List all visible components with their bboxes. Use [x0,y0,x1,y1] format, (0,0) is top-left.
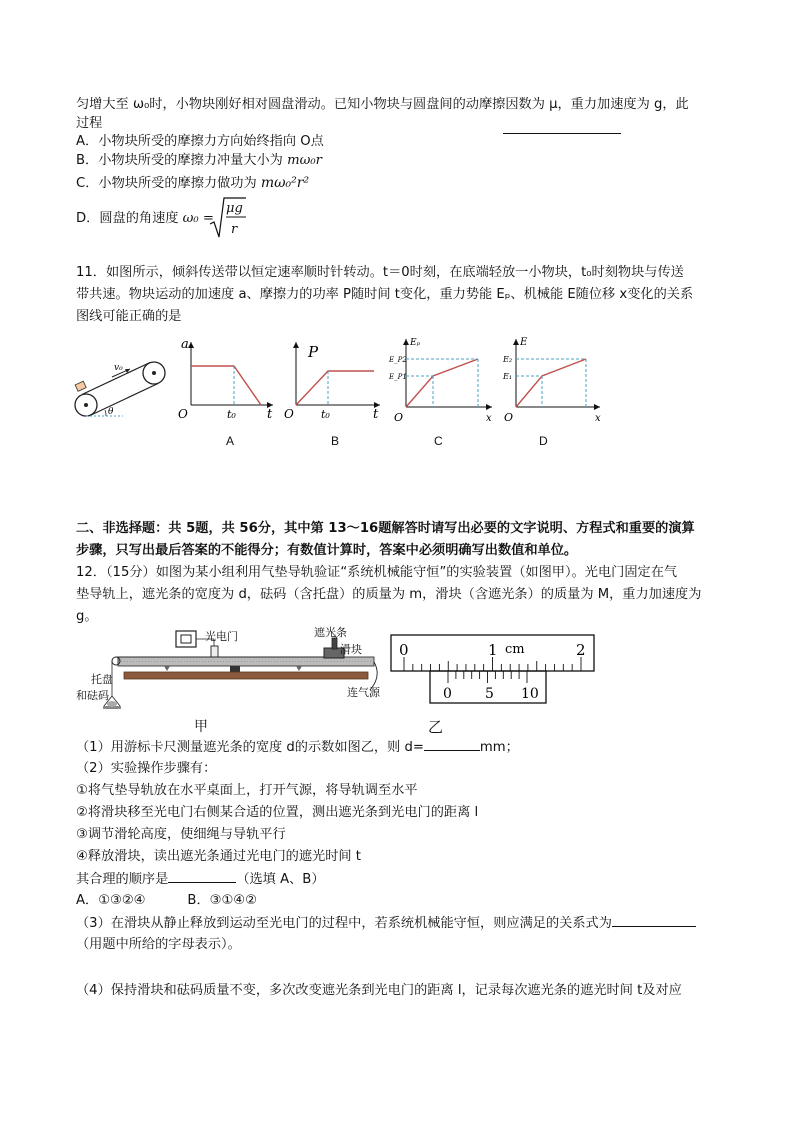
figure-jia-caption: 甲 [194,719,208,735]
q12-part1 [76,738,519,757]
graph-c-ep2: E_P2 [389,356,407,364]
belt-v0-label: v₀ [114,363,123,373]
q12-part3-hint: （用题中所给的字母表示）。 [76,937,241,952]
graph-c [388,335,498,427]
answer-blank-d[interactable] [424,738,480,751]
answer-blank-q10 [503,133,621,134]
graph-b-origin: O [284,407,294,421]
q12-step4: ④释放滑块，读出遮光条通过光电门的遮光时间 t [76,849,361,864]
caliper-vernier-10: 10 [521,686,539,702]
graph-d-caption: D [539,434,548,448]
q10-option-c [76,174,309,193]
q12-order [76,870,325,889]
graph-b [282,338,387,423]
graph-a-t0: t₀ [227,408,236,421]
q12-part3 [76,914,696,933]
graph-d-origin: O [504,411,514,424]
q11-line2: 带共速。物块运动的加速度 a、摩擦力的功率 P随时间 t变化，重力势能 Eₚ、机械能 E随位移 x变化的关系 [76,287,694,302]
q11-line3: 图线可能正确的是 [76,309,182,324]
graph-d-e1: E₁ [503,372,513,381]
tray-label-1: 托盘 [91,673,113,686]
vernier-caliper-figure [390,634,596,706]
caliper-unit: cm [505,642,525,657]
shade-strip-label: 遮光条 [314,626,347,639]
graph-a [173,338,278,423]
graph-c-caption: C [434,434,443,448]
graph-d-y-label: E [520,337,528,348]
section2-line1: 二、非选择题：共 5题，共 56分，其中第 13～16题解答时请写出必要的文字说明、方程式和重要的演算 [76,521,695,536]
q12-part2: （2）实验操作步骤有： [76,761,217,776]
graph-c-y-label: Eₚ [410,338,421,348]
q10-option-d [76,210,214,228]
q12-part3-text: （3）在滑块从静止释放到运动至光电门的过程中，若系统机械能守恒，则应满足的关系式为 [76,916,612,931]
graph-c-x-label: x [486,413,492,424]
q12-part4: （4）保持滑块和砝码质量不变，多次改变遮光条到光电门的距离 l，记录每次遮光条的遮光时间 t及对应 [76,983,682,998]
figure-yi-caption: 乙 [428,718,444,736]
q10-line1: 匀增大至 ω₀时，小物块刚好相对圆盘滑动。已知小物块与圆盘间的动摩擦因数为 μ，重力加速度为 g，此 [76,97,689,112]
caliper-vernier-5: 5 [485,686,494,702]
q10-option-d-denominator: r [231,222,238,237]
q12-order-options: A．①③②④ B．③①④② [76,893,257,908]
q11-line1: 11．如图所示，倾斜传送带以恒定速率顺时针转动。t＝0时刻，在底端轻放一小物块，t₀时刻物块与传送 [76,265,684,280]
caliper-vernier-0: 0 [443,686,452,702]
graph-d [500,335,610,427]
caliper-main-0: 0 [399,641,409,659]
q10-option-b [76,152,322,170]
slider-label: 滑块 [340,643,362,656]
q12-part1-text: （1）用游标卡尺测量遮光条的宽度 d的示数如图乙，则 d= [76,740,424,755]
photogate-label: 光电门 [205,630,238,643]
graph-a-x-label: t [267,407,273,422]
graph-a-origin: O [178,407,188,421]
q12-line3: g。 [76,609,98,624]
q10-option-b-text: B．小物块所受的摩擦力冲量大小为 [76,153,283,168]
q12-order-hint: （选填 A、B） [236,872,325,887]
graph-b-x-label: t [373,407,379,422]
graph-b-caption: B [331,434,340,448]
caliper-main-1: 1 [488,641,498,659]
graph-c-origin: O [394,411,404,424]
q12-step1: ①将气垫导轨放在水平桌面上，打开气源，将导轨调至水平 [76,783,418,798]
q10-option-c-formula: mω₀²r² [260,175,310,191]
graph-d-e2: E₂ [503,355,513,364]
q10-option-b-formula: mω₀r [287,153,322,168]
tray-label-2: 和砝码 [76,689,109,702]
q10-option-d-text: D．圆盘的角速度 [76,211,179,226]
caliper-main-2: 2 [576,641,586,659]
graph-d-x-label: x [595,413,601,424]
graph-a-y-label: a [181,338,189,352]
graph-a-caption: A [226,434,235,448]
graph-b-y-label: P [308,343,319,361]
q12-step3: ③调节滑轮高度，使细绳与导轨平行 [76,827,286,842]
graph-c-ep1: E_P1 [389,373,407,381]
conveyor-belt-figure [68,350,178,425]
q10-option-a: A．小物块所受的摩擦力方向始终指向 O点 [76,134,324,149]
answer-blank-order[interactable] [168,870,236,883]
q10-option-d-numerator: μg [226,201,243,216]
q12-part1-unit: mm； [479,740,519,755]
belt-theta-label: θ [108,407,114,417]
q10-line2: 过程 [76,116,103,131]
graph-b-t0: t₀ [321,408,330,421]
q10-option-d-lhs: ω₀ = [182,211,214,226]
air-source-label: 连气源 [347,686,380,699]
answer-blank-relation[interactable] [612,914,696,927]
q10-option-c-text: C．小物块所受的摩擦力做功为 [76,176,257,191]
q12-line2: 垫导轨上，遮光条的宽度为 d，砝码（含托盘）的质量为 m，滑块（含遮光条）的质量为 M，重力加速度为 [76,587,702,602]
q12-line1: 12．（15分）如图为某小组利用气垫导轨验证“系统机械能守恒”的实验装置（如图甲）。光电门固定在气 [76,565,678,580]
section2-line2: 步骤，只写出最后答案的不能得分；有数值计算时，答案中必须明确写出数值和单位。 [76,543,578,558]
q12-step2: ②将滑块移至光电门右侧某合适的位置，测出遮光条到光电门的距离 l [76,805,479,820]
q12-order-text: 其合理的顺序是 [76,872,169,887]
